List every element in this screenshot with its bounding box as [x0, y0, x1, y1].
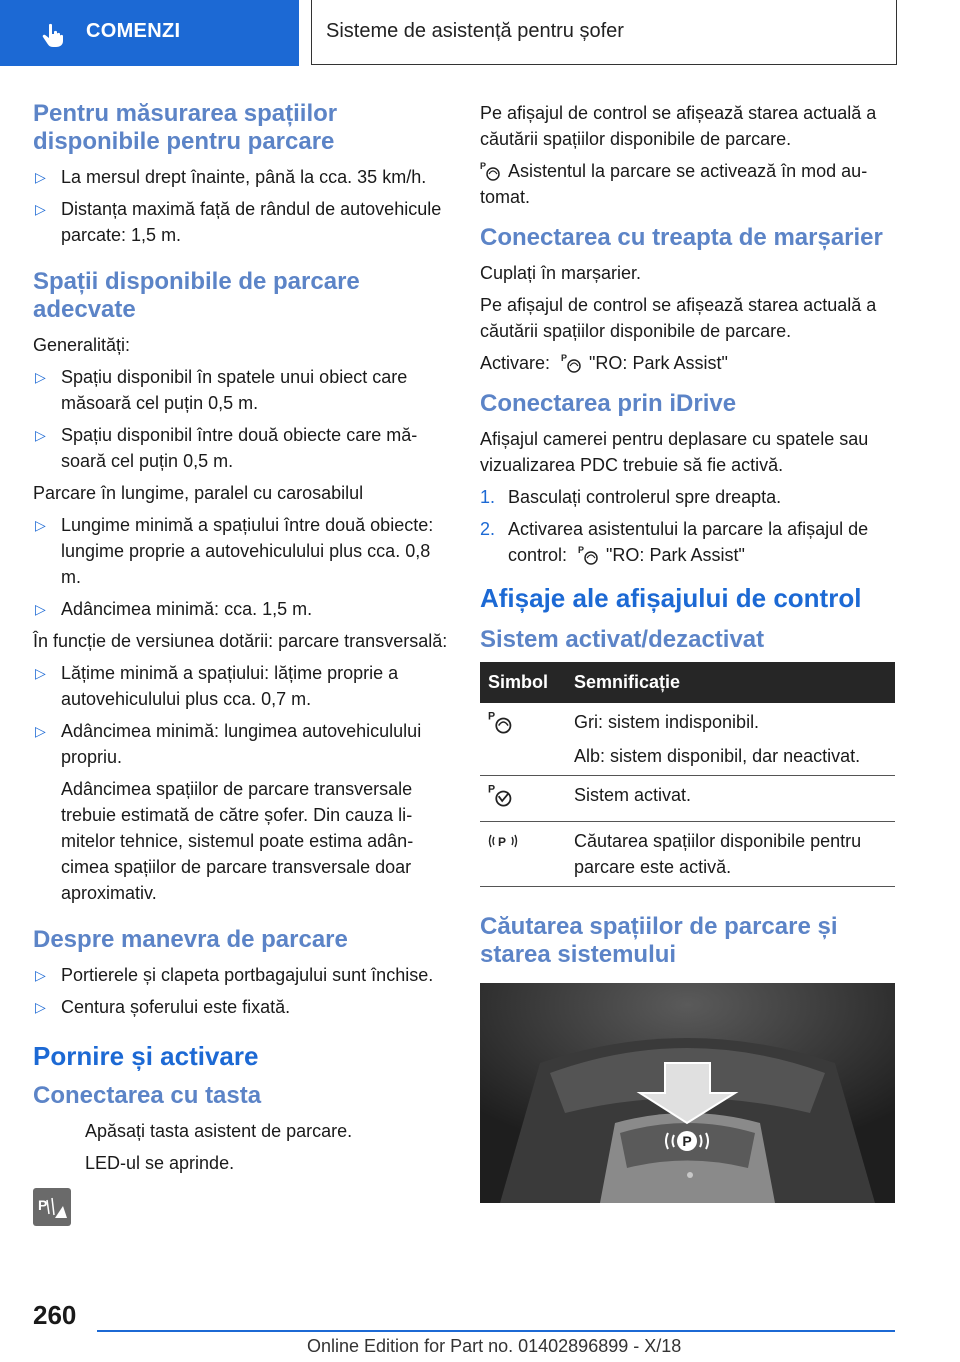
list-item: ▷ Adâncimea minimă: lungimea autovehiculului propriu.: [33, 718, 448, 770]
bullet-triangle-icon: ▷: [35, 169, 46, 185]
paragraph: Cuplați în marșarier.: [480, 263, 642, 283]
paragraph: În funcție de versiunea dotării: parcare transversală:: [33, 631, 448, 651]
heading-idrive: Conectarea prin iDrive: [480, 390, 737, 417]
svg-text:P: P: [488, 783, 496, 796]
list-item: ▷ La mersul drept înainte, până la cca. 35 km/h.: [33, 164, 448, 190]
symbol-table: [480, 662, 895, 887]
heading-displays: Afișaje ale afișajului de control: [480, 583, 862, 613]
list-item: ▷ Portierele și clapeta portbagajului sunt închise.: [33, 962, 448, 988]
right-column: [480, 100, 895, 1203]
section-tab-label: COMENZI: [86, 20, 181, 42]
paragraph: Generalități:: [33, 335, 131, 355]
heading-system-state: Sistem activat/dezactivat: [480, 626, 765, 653]
edition-note: Online Edition for Part no. 01402896899 - X/18: [307, 1336, 682, 1356]
paragraph: Parcare în lungime, paralel cu carosabilul: [33, 483, 364, 503]
svg-text:P: P: [561, 353, 568, 363]
list-item: ▷ Adâncimea minimă: cca. 1,5 m.: [33, 596, 448, 622]
park-assist-icon: [561, 352, 583, 374]
table-row: P Căutarea spațiilor disponibile pentru parcare este activă.: [480, 822, 895, 887]
bullet-triangle-icon: ▷: [35, 967, 46, 983]
list-item: ▷ Distanța maximă față de rândul de autovehicule parcate: 1,5 m.: [33, 196, 448, 248]
hand-pointer-icon: [40, 22, 66, 48]
paragraph-note: Adâncimea spațiilor de parcare transversale trebuie estimată de către șofer. Din cauza limitelor tehnice, sistemul poate estima adâncimea spațiilor de parcare transversale doar aproximativ.: [61, 779, 414, 903]
left-column: [33, 100, 448, 1182]
bullet-triangle-icon: ▷: [35, 369, 46, 385]
heading-button: Conectarea cu tasta: [33, 1082, 262, 1109]
park-assist-icon: [480, 160, 502, 182]
table-header-symbol: Simbol: [480, 662, 566, 703]
bullet-triangle-icon: ▷: [35, 517, 46, 533]
table-row: P Sistem activat.: [480, 776, 895, 822]
parking-camera-image: [480, 983, 895, 1203]
paragraph: Pe afișajul de control se afișează starea actuală a căutării spațiilor disponibile de parcare.: [480, 295, 877, 341]
svg-text:P: P: [38, 1197, 48, 1213]
svg-text:P: P: [488, 710, 496, 723]
page-number: 260: [33, 1300, 77, 1330]
heading-search-state: Căutarea spațiilor de parcare și starea sistemului: [480, 913, 838, 968]
paragraph: P Asistentul la parcare se activează în mod automat.: [480, 161, 868, 207]
page-header: [0, 0, 960, 66]
bullet-triangle-icon: ▷: [35, 723, 46, 739]
paragraph: Apăsați tasta asistent de parcare.: [85, 1121, 353, 1141]
parking-search-icon: [488, 828, 518, 854]
bullet-triangle-icon: ▷: [35, 601, 46, 617]
svg-text:P: P: [498, 835, 507, 849]
step-item: 1. Basculați controlerul spre dreapta.: [480, 487, 782, 507]
list-item: ▷ Centura șoferului este fixată.: [33, 994, 448, 1020]
table-header-meaning: Semnificație: [566, 662, 895, 703]
svg-text:P: P: [578, 545, 585, 555]
heading-start-activate: Pornire și activare: [33, 1041, 259, 1071]
table-row: P Gri: sistem indisponibil. Alb: sistem disponibil, dar neactivat.: [480, 703, 895, 776]
list-item: ▷ Spațiu disponibil în spatele unui obiect care măsoară cel puțin 0,5 m.: [33, 364, 448, 416]
paragraph: Pe afișajul de control se afișează starea actuală a căutării spațiilor disponibile de parcare.: [480, 103, 877, 149]
heading-reverse: Conectarea cu treapta de marșarier: [480, 224, 883, 251]
bullet-triangle-icon: ▷: [35, 201, 46, 217]
svg-text:P: P: [480, 161, 487, 171]
park-assist-icon: [488, 709, 514, 735]
heading-suitable-spaces: Spații disponibile de parcare adecvate: [33, 268, 360, 323]
heading-measure: Pentru măsurarea spațiilor disponibile pentru parcare: [33, 100, 338, 155]
section-tab: [0, 0, 299, 66]
list-item: ▷ Lățime minimă a spațiului: lățime proprie a autovehiculului plus cca. 0,7 m.: [33, 660, 448, 712]
footer-divider: [97, 1330, 895, 1332]
step-item: 2. Activarea asistentului la parcare la afișajul de control: P "RO: Park Assist": [480, 519, 869, 565]
bullet-triangle-icon: ▷: [35, 427, 46, 443]
park-assist-active-icon: [488, 782, 514, 808]
paragraph: Activare: P "RO: Park Assist": [480, 353, 728, 373]
park-assist-button-icon: [33, 1188, 71, 1226]
paragraph: LED-ul se aprinde.: [85, 1153, 235, 1173]
list-item: ▷ Spațiu disponibil între două obiecte care măsoară cel puțin 0,5 m.: [33, 422, 448, 474]
heading-maneuver: Despre manevra de parcare: [33, 926, 348, 953]
list-item: ▷ Lungime minimă a spațiului între două obiecte: lungime proprie a autovehiculului plus cca. 0,8 m.: [33, 512, 448, 590]
chapter-title: Sisteme de asistență pentru șofer: [326, 20, 624, 42]
paragraph: Afișajul camerei pentru deplasare cu spatele sau vizualizarea PDC trebuie să fie activă.: [480, 429, 869, 475]
photo-park-badge: P: [682, 1133, 692, 1149]
park-assist-icon: [578, 544, 600, 566]
bullet-triangle-icon: ▷: [35, 665, 46, 681]
bullet-triangle-icon: ▷: [35, 999, 46, 1015]
chapter-tab: [311, 0, 897, 65]
